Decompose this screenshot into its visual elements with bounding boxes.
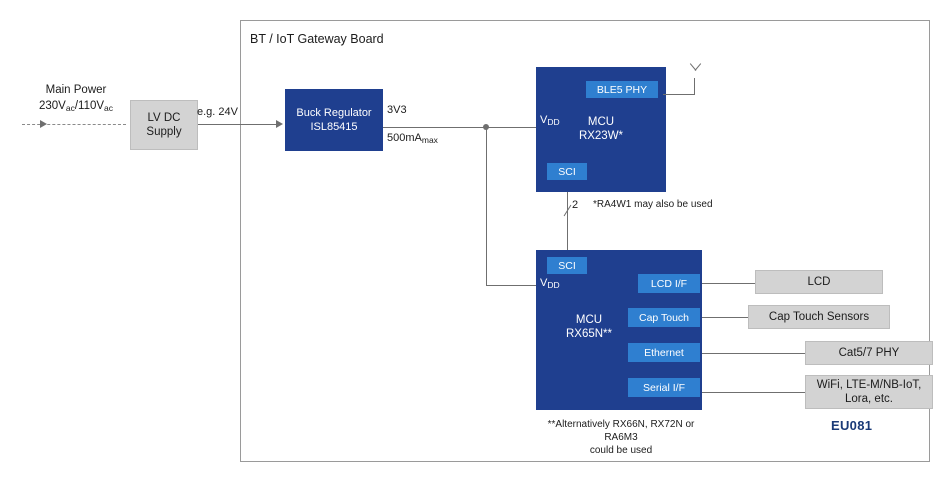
line-serial — [702, 392, 805, 393]
mcu-rx65n-footnote — [536, 418, 706, 457]
line-rail-to-mcu-bottom — [486, 285, 536, 286]
sci-tag-top: SCI — [547, 163, 587, 180]
mcu-rx65n-line1: MCU — [575, 314, 603, 326]
lcd-interface-tag: LCD I/F — [638, 274, 700, 293]
line-lcd — [702, 283, 755, 284]
antenna-stem-icon — [694, 78, 695, 94]
regulator-input-arrow-icon — [276, 120, 283, 128]
serial-peripherals-block — [805, 375, 933, 409]
mcu-rx65n-vdd-label: $V_{DD}$ — [540, 277, 560, 290]
mcu-rx65n-title — [544, 313, 634, 341]
ble5-phy-tag: BLE5 PHY — [586, 81, 658, 98]
lv-dc-supply-block — [130, 100, 198, 150]
mcu-rx23w-footnote: *RA4W1 may also be used — [593, 199, 713, 210]
serial-peripherals-line1: WiFi, LTE-M/NB-IoT, — [816, 379, 922, 391]
main-power-line2: $230V_{ac}/110V_{ac}$ — [38, 100, 114, 113]
bus-width-label: 2 — [572, 199, 579, 211]
line-sci-top-to-bottom — [567, 192, 568, 257]
board-code: EU081 — [831, 418, 873, 433]
line-ethernet — [702, 353, 805, 354]
lv-dc-line2: Supply — [146, 126, 182, 138]
cap-touch-sensors-block: Cap Touch Sensors — [748, 305, 890, 329]
ethernet-tag: Ethernet — [628, 343, 700, 362]
line-regulator-to-rail — [383, 127, 536, 128]
line-rail-down — [486, 127, 487, 285]
line-ble-to-antenna — [663, 94, 695, 95]
mcu-rx23w-line2: RX23W* — [578, 130, 624, 142]
line-supply-to-regulator — [198, 124, 278, 125]
mcu-rx65n-footnote-line2: could be used — [589, 445, 653, 456]
main-power-line1: Main Power — [45, 84, 107, 96]
main-power-label — [22, 82, 130, 116]
mcu-rx65n-footnote-line1: **Alternatively RX66N, RX72N or RA6M3 — [547, 419, 695, 443]
mcu-rx23w-vdd-label: $V_{DD}$ — [540, 114, 560, 127]
main-power-dashed-line — [22, 124, 126, 125]
regulator-output-current-label: $500mA_{max}$ — [387, 132, 438, 145]
mcu-rx23w-block — [536, 67, 666, 192]
board-title: BT / IoT Gateway Board — [250, 32, 384, 46]
cap-touch-tag: Cap Touch — [628, 308, 700, 327]
mcu-rx65n-line2: RX65N** — [565, 328, 613, 340]
regulator-output-voltage-label: 3V3 — [387, 104, 407, 116]
line-cap-touch — [702, 317, 748, 318]
mcu-rx23w-line1: MCU — [587, 116, 615, 128]
sci-tag-bottom: SCI — [547, 257, 587, 274]
buck-regulator-part: ISL85415 — [310, 121, 358, 133]
buck-regulator-name: Buck Regulator — [296, 107, 372, 119]
lv-dc-line1: LV DC — [147, 112, 181, 124]
buck-regulator-block — [285, 89, 383, 151]
serial-peripherals-line2: Lora, etc. — [845, 393, 893, 405]
lcd-block: LCD — [755, 270, 883, 294]
supply-output-voltage-label: e.g. 24V — [197, 106, 238, 118]
serial-interface-tag: Serial I/F — [628, 378, 700, 397]
cat57-phy-block: Cat5/7 PHY — [805, 341, 933, 365]
mcu-rx65n-block — [536, 250, 702, 410]
main-power-arrow-icon — [40, 120, 47, 128]
